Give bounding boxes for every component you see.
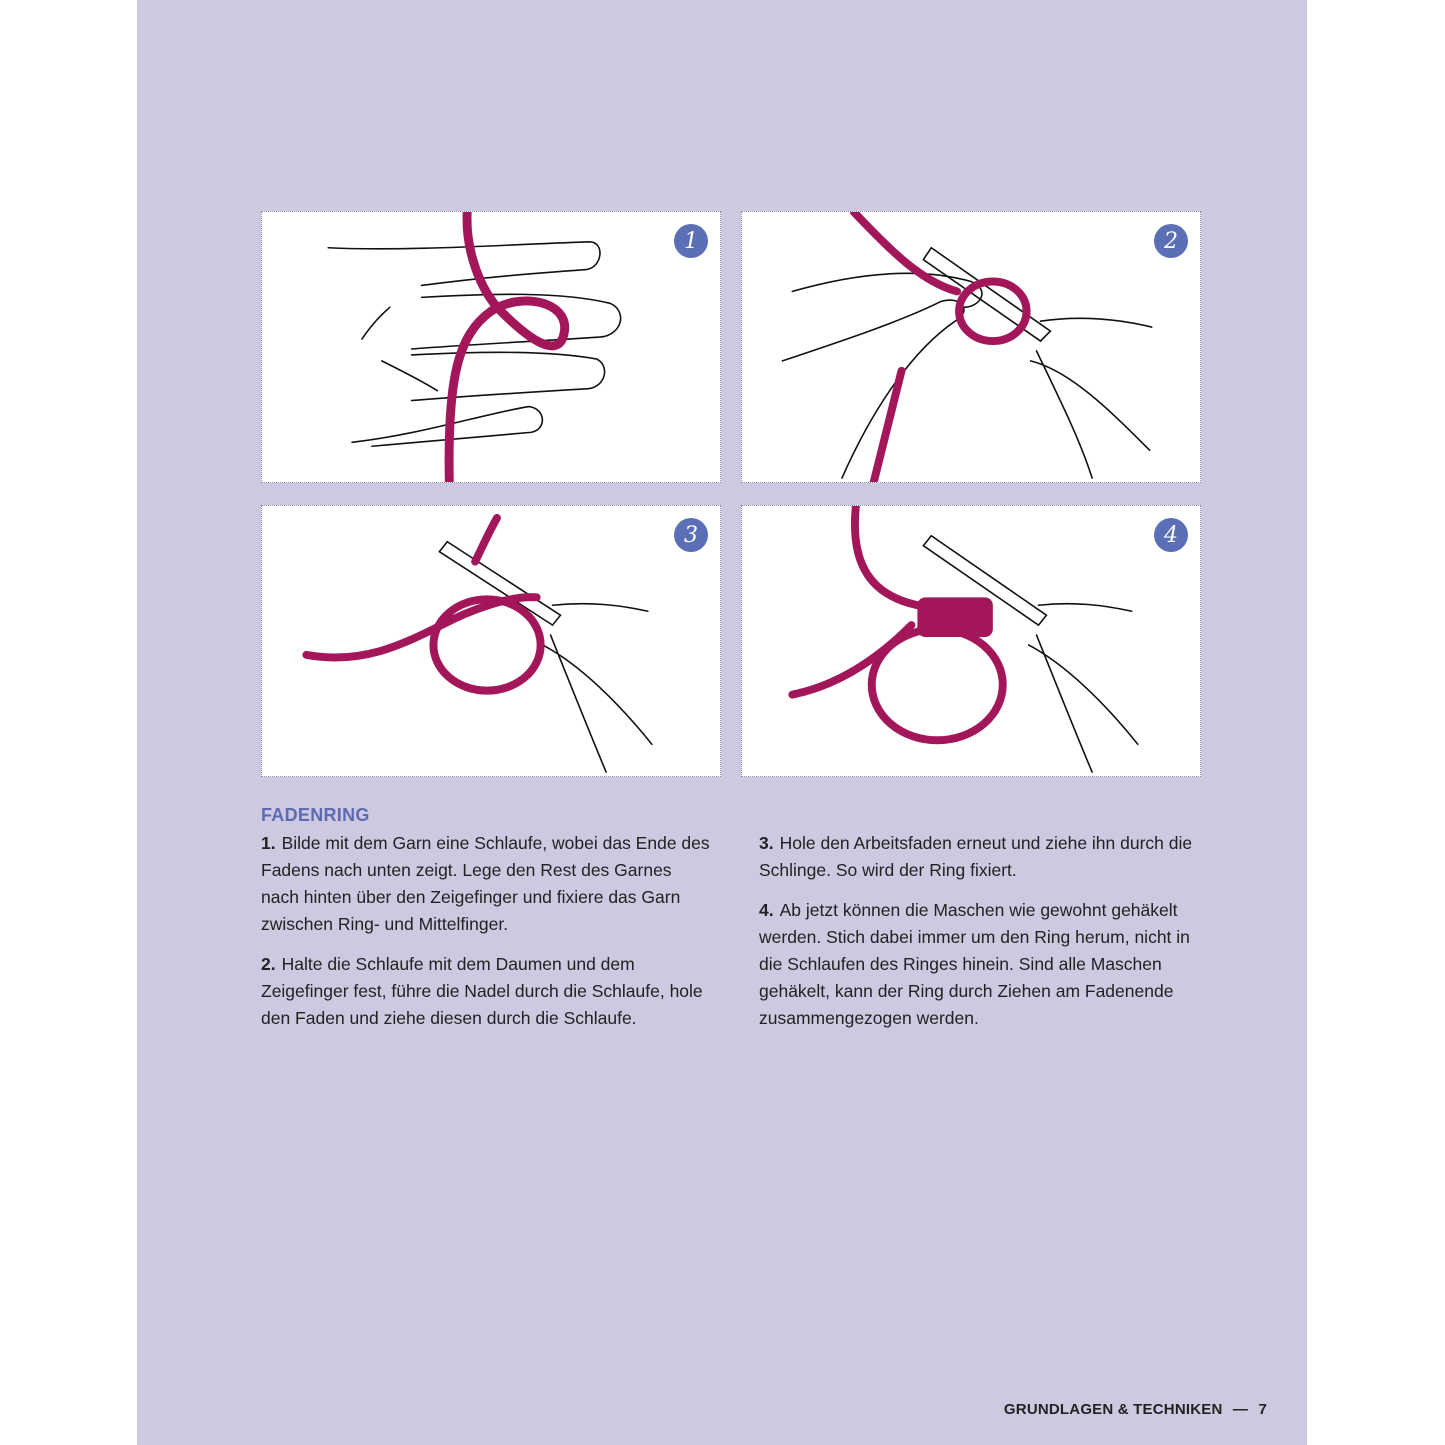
step-1-number: 1. [261,833,276,853]
step-badge-4: 4 [1154,518,1188,552]
section-heading: FADENRING [261,805,370,825]
page-footer [1004,1401,1267,1418]
footer-separator: — [1232,1401,1249,1418]
step-1 [261,830,711,938]
illustration-panel-3 [261,505,721,777]
illustration-panel-1 [261,211,721,483]
step-badge-1: 1 [674,224,708,258]
step-4-number: 4. [759,900,774,920]
step-2-text: Halte die Schlaufe mit dem Daumen und dem Zeigefinger fest, führe die Nadel durch die Schlaufe, hole den Faden und ziehe diesen durch die Schlaufe. [261,954,703,1028]
step-2 [261,951,711,1032]
step-1-text: Bilde mit dem Garn eine Schlaufe, wobei das Ende des Fadens nach unten zeigt. Lege den Rest des Garnes nach hinten über den Zeigefinger und fixiere das Garn zwischen Ring- und Mittelfinger. [261,833,710,934]
steps-column-right [759,830,1209,1045]
step-2-number: 2. [261,954,276,974]
illustration-panel-4 [741,505,1201,777]
step-3-text: Hole den Arbeitsfaden erneut und ziehe ihn durch die Schlinge. So wird der Ring fixiert. [759,833,1193,880]
page-number: 7 [1258,1401,1267,1418]
step-3-number: 3. [759,833,774,853]
hand-yarn-illustration-1 [262,212,720,482]
hand-yarn-illustration-3 [262,506,720,776]
hand-yarn-illustration-4 [742,506,1200,776]
footer-section: GRUNDLAGEN & TECHNIKEN [1003,1401,1223,1418]
step-3 [759,830,1209,884]
step-4 [759,897,1209,1032]
steps-column-left [261,830,711,1045]
step-4-text: Ab jetzt können die Maschen wie gewohnt gehäkelt werden. Stich dabei immer um den Ring herum, nicht in die Schlaufen des Ringes hinein. Sind alle Maschen gehäkelt, kann der Ring durch Ziehen am Fadenende zusammengezogen werden. [759,900,1190,1028]
illustration-panel-2 [741,211,1201,483]
step-badge-2: 2 [1154,224,1188,258]
step-badge-3: 3 [674,518,708,552]
hand-yarn-illustration-2 [742,212,1200,482]
